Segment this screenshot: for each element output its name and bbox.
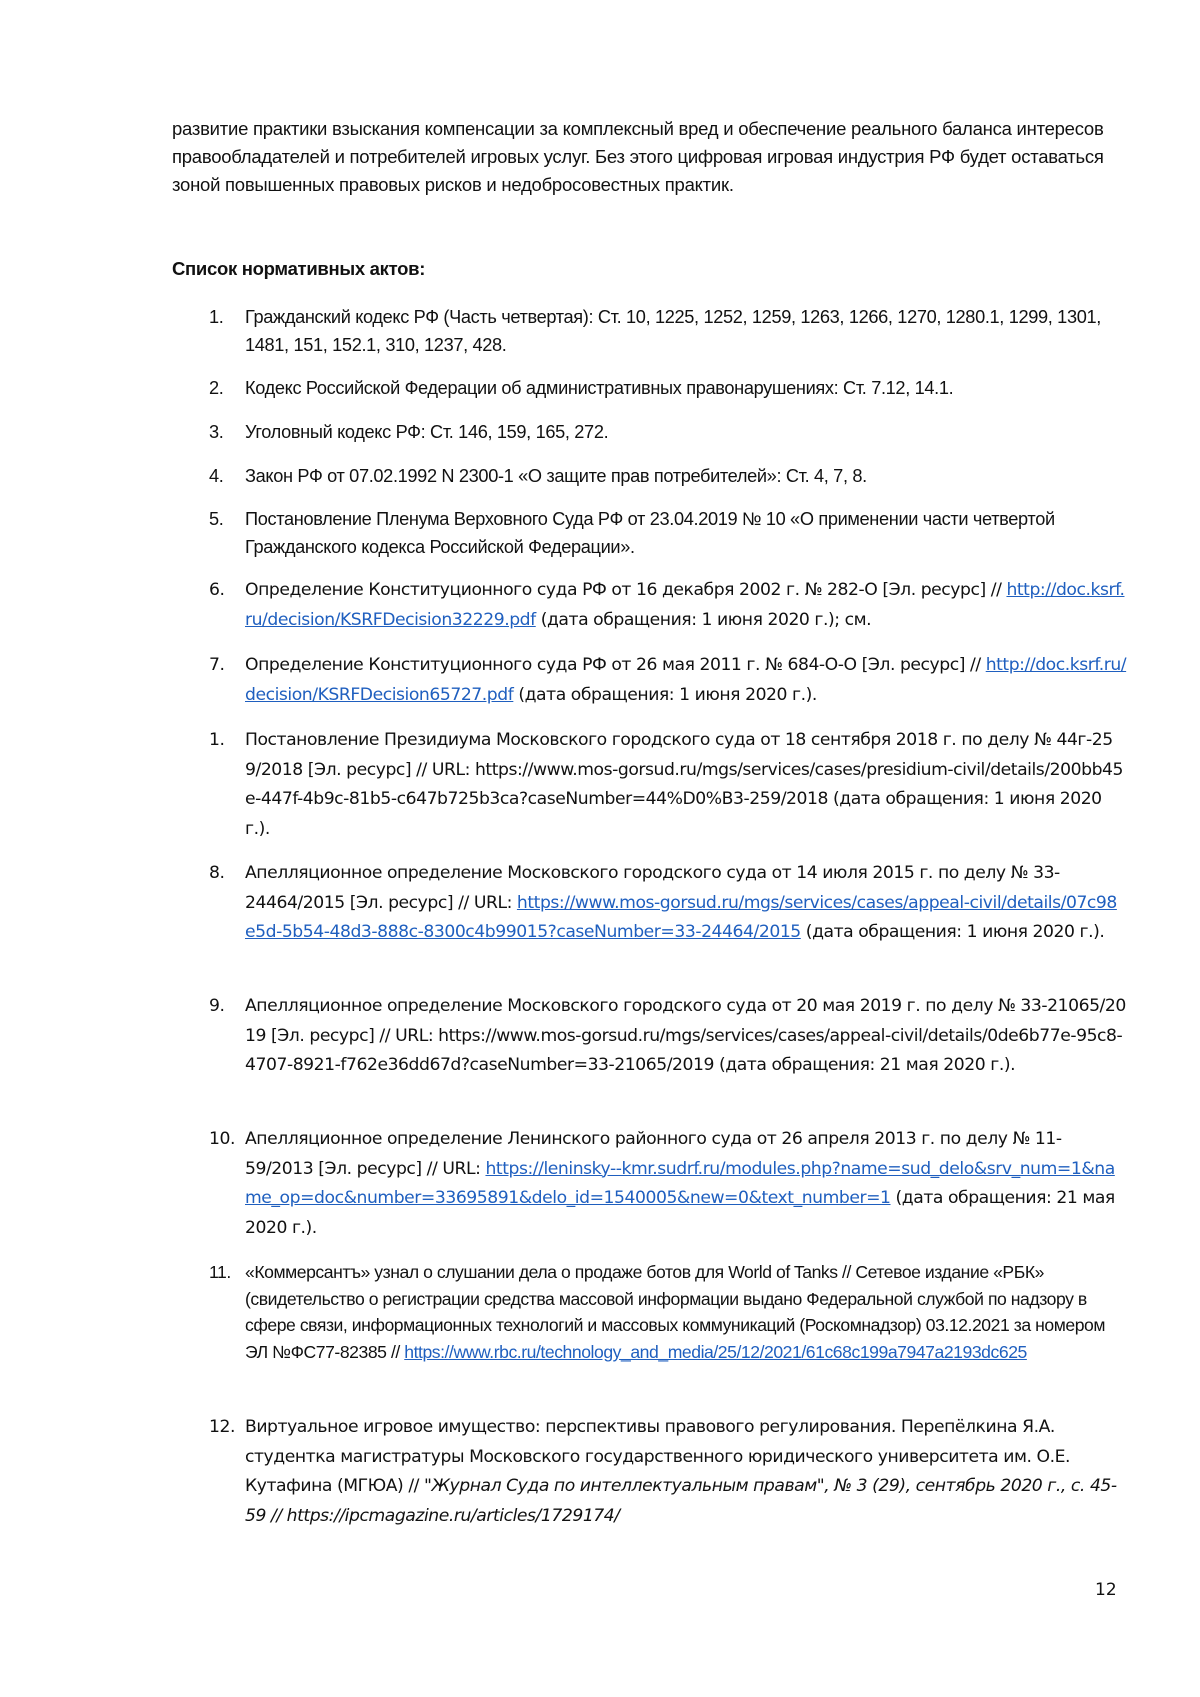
list-item-text: Апелляционное определение Московского городского суда от 20 мая 2019 г. по делу № 33-21065/2019 [Эл. ресурс] // URL: https://www.mos-gorsud.ru/mgs/services/cases/appeal-civil/details/0de6b77e-95c8-4707-8921-f762e36dd67d?caseNumber=33-21065/2019 (дата обращения: 21 мая 2020 г.). xyxy=(245,996,1126,1075)
list-item-number: 6. xyxy=(209,580,225,600)
list-item-number: 11. xyxy=(209,1262,231,1282)
list-item-text: «Коммерсантъ» узнал о слушании дела о продаже ботов для World of Tanks // Сетевое издание «РБК» (свидетельство о регистрации средства массовой информации выдано Федеральной службой по надзору в сфере связи, информационных технологий и массовых коммуникаций (Роскомнадзор) 03.12.2021 за номером ЭЛ №ФС77-82385 // xyxy=(245,1262,1106,1362)
list-item-number: 2. xyxy=(209,378,224,398)
reference-link[interactable]: https://www.rbc.ru/technology_and_media/25/12/2021/61c68c199a7947a2193dc625 xyxy=(404,1341,1027,1362)
reference-link[interactable]: http://doc.ksrf.ru/decision/KSRFDecision32229.pdf xyxy=(245,580,1125,630)
list-item-number: 9. xyxy=(209,996,225,1016)
list-item-number: 12. xyxy=(209,1417,235,1437)
list-item-text: (дата обращения: 1 июня 2020 г.). xyxy=(800,922,1105,942)
list-item-text: (дата обращения: 1 июня 2020 г.). xyxy=(513,684,817,705)
intro-paragraph: развитие практики взыскания компенсации за комплексный вред и обеспечение реального баланса интересов правообладателей и потребителей игровых услуг. Без этого цифровая игровая индустрия РФ будет оставаться зоной повышенных правовых рисков и недобросовестных практик. xyxy=(172,118,1104,195)
list-item xyxy=(172,651,1127,710)
list-item xyxy=(172,303,1127,359)
list-item-number: 7. xyxy=(209,655,225,675)
reference-link[interactable]: https://www.mos-gorsud.ru/mgs/services/cases/appeal-civil/details/07c98e5d-5b54-48d3-888c-8300c4b99015?caseNumber=33-24464/2015 xyxy=(245,892,1117,942)
list-item-number: 1. xyxy=(209,307,224,327)
list-item-number: 1. xyxy=(209,730,225,750)
reference-link[interactable]: https://leninsky--kmr.sudrf.ru/modules.php?name=sud_delo&srv_num=1&name_op=doc&number=33695891&delo_id=1540005&new=0&text_number=1 xyxy=(245,1158,1115,1208)
list-item-text: (дата обращения: 21 мая 2020 г.). xyxy=(245,1188,1115,1238)
list-item xyxy=(172,1125,1127,1243)
list-item-text: (дата обращения: 1 июня 2020 г.); см. xyxy=(535,609,872,630)
list-item-text: Постановление Президиума Московского городского суда от 18 сентября 2018 г. по делу № 44г-259/2018 [Эл. ресурс] // URL: https://www.mos-gorsud.ru/mgs/services/cases/presidium-civil/details/200bb45e-447f-4b9c-81b5-c647b725b3ca?caseNumber=44%D0%B3-259/2018 (дата обращения: 1 июня 2020 г.). xyxy=(245,730,1124,839)
list-item-text: Апелляционное определение Московского городского суда от 14 июля 2015 г. по делу № 33-24464/2015 [Эл. ресурс] // URL: xyxy=(245,863,1060,913)
list-item xyxy=(172,462,1127,490)
list-item-number: 8. xyxy=(209,863,225,883)
list-item-text: Постановление Пленума Верховного Суда РФ от 23.04.2019 № 10 «О применении части четвертой Гражданского кодекса Российской Федерации». xyxy=(245,509,1055,557)
journal-citation: "Журнал Суда по интеллектуальным правам", № 3 (29), сентябрь 2020 г., с. 45-59 // https://ipcmagazine.ru/articles/1729174/ xyxy=(245,1476,1117,1526)
list-item-number: 3. xyxy=(209,422,224,442)
section-heading: Список нормативных актов: xyxy=(172,258,426,279)
list-item-text: Апелляционное определение Ленинского районного суда от 26 апреля 2013 г. по делу № 11-59/2013 [Эл. ресурс] // URL: xyxy=(245,1129,1062,1179)
list-item-number: 5. xyxy=(209,509,224,529)
list-item xyxy=(172,859,1127,948)
page-number: 12 xyxy=(1095,1580,1117,1600)
list-item-number: 4. xyxy=(209,466,224,486)
list-item-text: Кодекс Российской Федерации об административных правонарушениях: Ст. 7.12, 14.1. xyxy=(245,378,954,398)
list-item-text: Виртуальное игровое имущество: перспективы правового регулирования. Перепёлкина Я.А. студентка магистратуры Московского государственного юридического университета им. О.Е. Кутафина (МГЮА) // xyxy=(245,1417,1071,1496)
list-item-text: Закон РФ от 07.02.1992 N 2300-1 «О защите прав потребителей»: Ст. 4, 7, 8. xyxy=(245,466,867,486)
list-item-text: Определение Конституционного суда РФ от 16 декабря 2002 г. № 282-О [Эл. ресурс] // xyxy=(245,580,1007,600)
list-item xyxy=(172,992,1127,1081)
list-item xyxy=(172,726,1127,844)
list-item xyxy=(172,418,1127,446)
list-item xyxy=(172,1413,1127,1531)
list-item-text: Уголовный кодекс РФ: Ст. 146, 159, 165, 272. xyxy=(245,422,609,442)
list-item-text: Определение Конституционного суда РФ от 26 мая 2011 г. № 684-О-О [Эл. ресурс] // xyxy=(245,655,986,675)
list-item xyxy=(172,374,1127,402)
reference-link[interactable]: http://doc.ksrf.ru/decision/KSRFDecision65727.pdf xyxy=(245,655,1127,705)
list-item-text: Гражданский кодекс РФ (Часть четвертая): Ст. 10, 1225, 1252, 1259, 1263, 1266, 1270, 1280.1, 1299, 1301, 1481, 151, 152.1, 310, 1237, 428. xyxy=(245,307,1101,355)
list-item-number: 10. xyxy=(209,1129,235,1149)
list-item xyxy=(172,505,1127,561)
list-item xyxy=(172,1259,1127,1365)
list-item xyxy=(172,576,1127,635)
